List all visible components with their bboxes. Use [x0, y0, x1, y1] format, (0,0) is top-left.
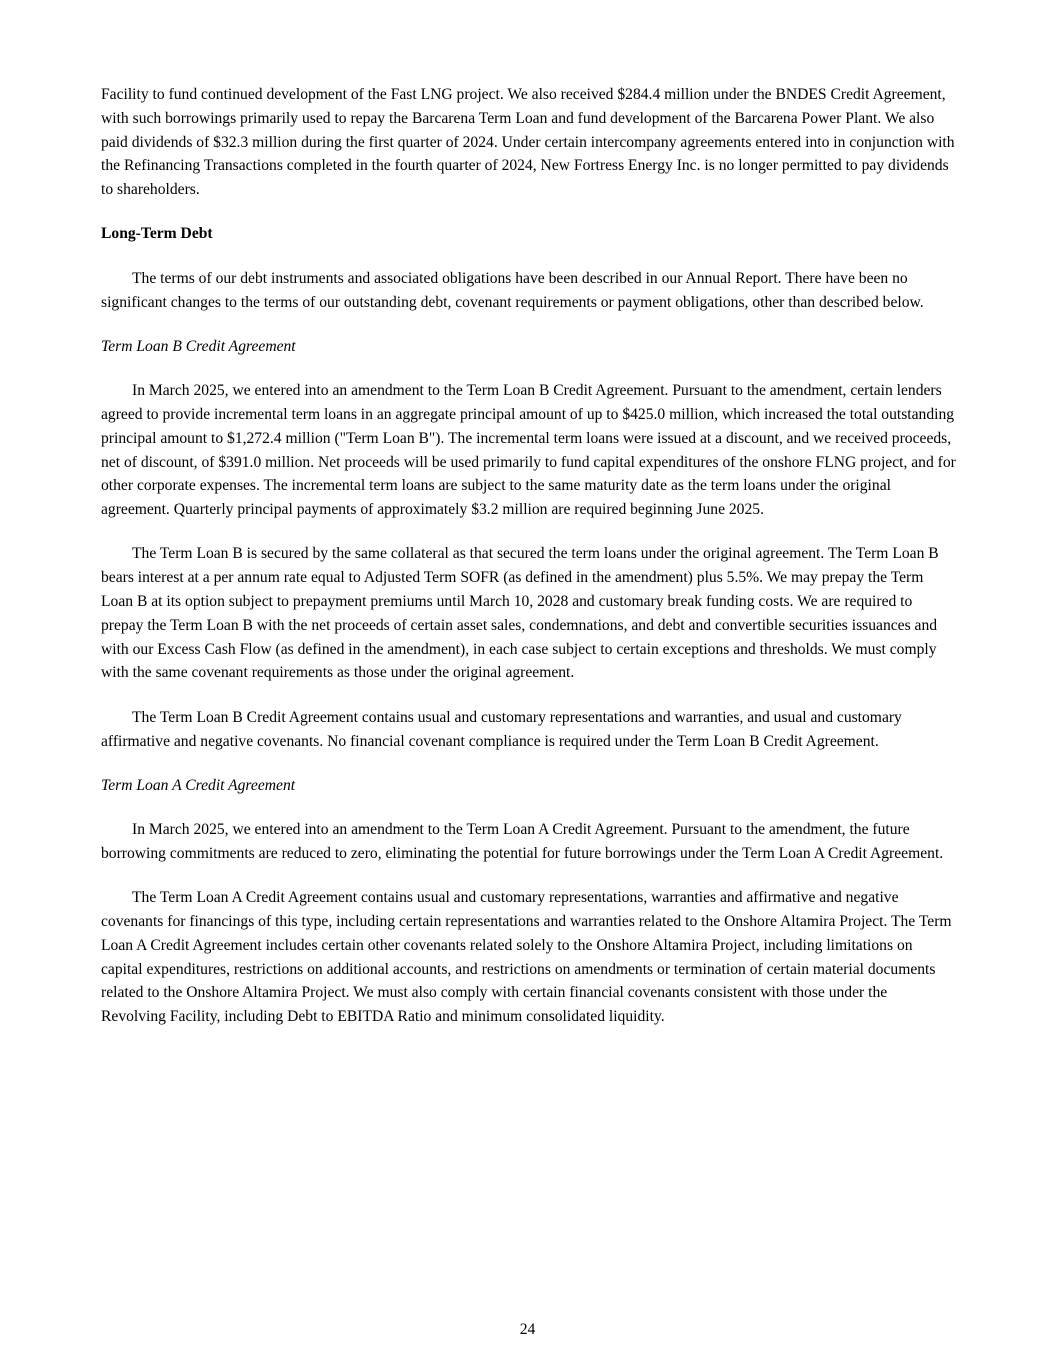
paragraph-term-loan-b-terms: The Term Loan B is secured by the same collateral as that secured the term loans under the original agreement. The Term Loan B bears interest at a per annum rate equal to Adjusted Term SOFR (as defined in the amendment) plus 5.5%. We may prepay the Term Loan B at its option subject to prepayment premiums until March 10, 2028 and customary break funding costs. We are required to prepay the Term Loan B with the net proceeds of certain asset sales, condemnations, and debt and convertible securities issuances and with our Excess Cash Flow (as defined in the amendment), in each case subject to certain exceptions and thresholds. We must comply with the same covenant requirements as those under the original agreement. [101, 545, 939, 682]
subheading-term-loan-b: Term Loan B Credit Agreement [101, 337, 296, 355]
section-heading-long-term-debt: Long-Term Debt [101, 225, 213, 243]
paragraph-liquidity-continued: Facility to fund continued development of the Fast LNG project. We also received $284.4 million under the BNDES Credit Agreement, with such borrowings primarily used to repay the Barcarena Term Loan and fund development of the Barcarena Power Plant. We also paid dividends of $32.3 million during the first quarter of 2024. Under certain intercompany agreements entered into in conjunction with the Refinancing Transactions completed in the fourth quarter of 2024, New Fortress Energy Inc. is no longer permitted to pay dividends to shareholders. [101, 86, 955, 199]
paragraph-term-loan-a-amendment: In March 2025, we entered into an amendment to the Term Loan A Credit Agreement. Pursuant to the amendment, the future borrowing commitments are reduced to zero, eliminating the potential for future borrowings under the Term Loan A Credit Agreement. [101, 821, 944, 862]
page-number: 24 [519, 1321, 536, 1338]
paragraph-debt-intro: The terms of our debt instruments and associated obligations have been described in our Annual Report. There have been no significant changes to the terms of our outstanding debt, covenant requirements or payment obligations, other than described below. [101, 269, 924, 311]
paragraph-term-loan-b-amendment: In March 2025, we entered into an amendment to the Term Loan B Credit Agreement. Pursuant to the amendment, certain lenders agreed to provide incremental term loans in an aggregate principal amount of up to $425.0 million, which increased the total outstanding principal amount to $1,272.4 million ("Term Loan B"). The incremental term loans were issued at a discount, and we received proceeds, net of discount, of $391.0 million. Net proceeds will be used primarily to fund capital expenditures of the onshore FLNG project, and for other corporate expenses. The incremental term loans are subject to the same maturity date as the term loans under the original agreement. Quarterly principal payments of approximately $3.2 million are required beginning June 2025. [101, 382, 956, 519]
subheading-term-loan-a: Term Loan A Credit Agreement [101, 776, 296, 794]
document-page [101, 83, 956, 1050]
paragraph-term-loan-a-covenants: The Term Loan A Credit Agreement contains usual and customary representations, warranties and affirmative and negative covenants for financings of this type, including certain representations and warranties related to the Onshore Altamira Project. The Term Loan A Credit Agreement includes certain other covenants related solely to the Onshore Altamira Project, including limitations on capital expenditures, restrictions on additional accounts, and restrictions on amendments or termination of certain material documents related to the Onshore Altamira Project. We must also comply with certain financial covenants consistent with those under the Revolving Facility, including Debt to EBITDA Ratio and minimum consolidated liquidity. [101, 889, 952, 1026]
paragraph-term-loan-b-covenants: The Term Loan B Credit Agreement contains usual and customary representations and warranties, and usual and customary affirmative and negative covenants. No financial covenant compliance is required under the Term Loan B Credit Agreement. [101, 708, 902, 750]
